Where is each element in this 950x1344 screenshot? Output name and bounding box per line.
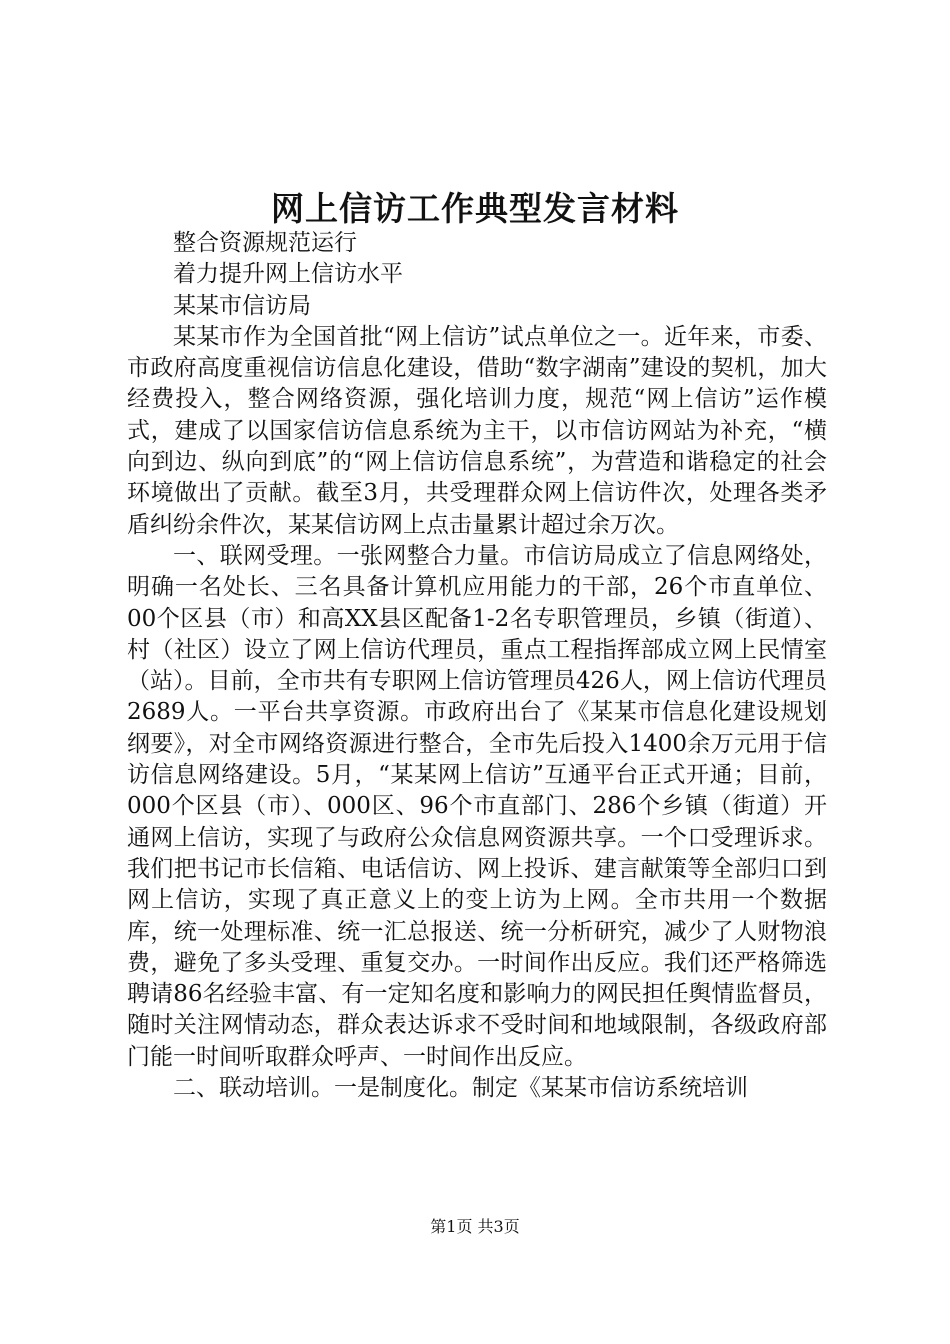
document-title: 网上信访工作典型发言材料 <box>271 189 679 228</box>
document-body <box>127 228 827 1104</box>
section-2-paragraph: 二、联动培训。一是制度化。制定《某某市信访系统培训 <box>173 1075 748 1102</box>
subtitle-line-2: 着力提升网上信访水平 <box>173 261 403 288</box>
author-line: 某某市信访局 <box>173 292 311 319</box>
section-1-paragraph: 一、联网受理。一张网整合力量。市信访局成立了信息网络处，明确一名处长、三名具备计算机应用能力的干部，26个市直单位、00个区县（市）和高XX县区配备1-2名专职管理员，乡镇（街道）、村（社区）设立了网上信访代理员，重点工程指挥部成立网上民情室（站）。目前，全市共有专职网上信访管理员426人，网上信访代理员2689人。一平台共享资源。市政府出台了《某某市信息化建设规划纲要》，对全市网络资源进行整合，全市先后投入1400余万元用于信访信息网络建设。5月，“某某网上信访”互通平台正式开通；目前，000个区县（市）、000区、96个市直部门、286个乡镇（街道）开通网上信访，实现了与政府公众信息网资源共享。一个口受理诉求。我们把书记市长信箱、电话信访、网上投诉、建言献策等全部归口到网上信访，实现了真正意义上的变上访为上网。全市共用一个数据库，统一处理标准、统一汇总报送、统一分析研究，减少了人财物浪费，避免了多头受理、重复交办。一时间作出反应。我们还严格筛选聘请86名经验丰富、有一定知名度和影响力的网民担任舆情监督员，随时关注网情动态，群众表达诉求不受时间和地域限制，各级政府部门能一时间听取群众呼声、一时间作出反应。 <box>127 542 827 1070</box>
intro-paragraph: 某某市作为全国首批“网上信访”试点单位之一。近年来，市委、市政府高度重视信访信息化建设，借助“数字湖南”建设的契机，加大经费投入，整合网络资源，强化培训力度，规范“网上信访”运作模式，建成了以国家信访信息系统为主干，以市信访网站为补充，“横向到边、纵向到底”的“网上信访信息系统”，为营造和谐稳定的社会环境做出了贡献。截至3月，共受理群众网上信访件次，处理各类矛盾纠纷余件次，某某信访网上点击量累计超过余万次。 <box>127 323 827 538</box>
subtitle-line-1: 整合资源规范运行 <box>173 230 357 256</box>
page-number: 第1页 共3页 <box>430 1217 520 1236</box>
